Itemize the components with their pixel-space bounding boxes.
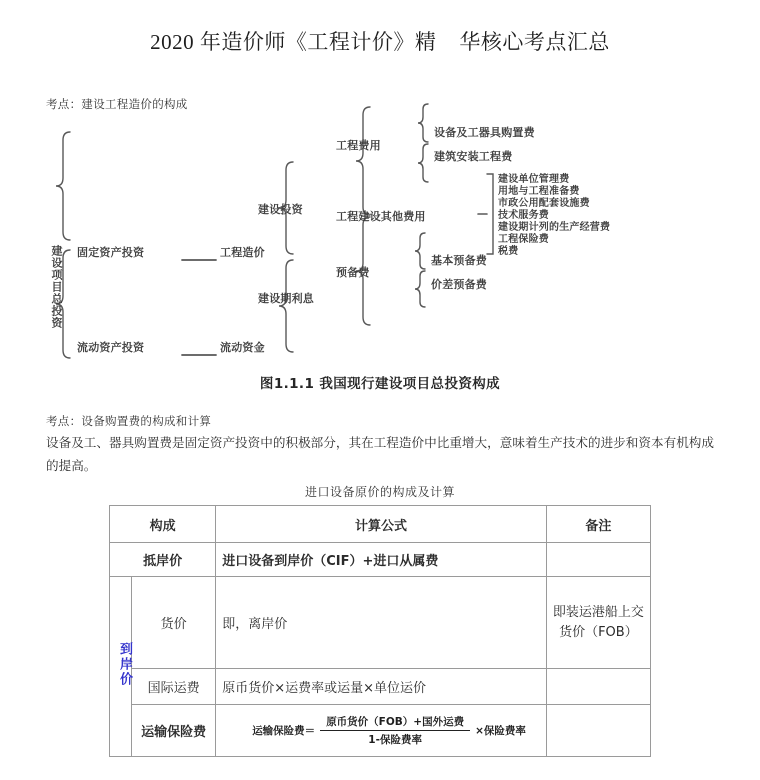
diagram-node-working-capital: 流动资金 (220, 341, 265, 354)
section-label-exam-point-2: 考点：设备购置费的构成和计算 (46, 416, 212, 428)
table-caption: 进口设备原价的构成及计算 (304, 485, 455, 499)
cell-formula-transport-insurance (216, 705, 547, 757)
diagram-leaf-engineering-insurance-fee: 工程保险费 (498, 234, 549, 245)
table-header-component: 构成 (110, 506, 216, 543)
diagram-leaf-production-operation-fee: 建设期计列的生产经营费 (498, 222, 611, 233)
diagram-leaf-equipment-purchase-cost: 设备及工器具购置费 (434, 126, 535, 139)
formula-tail: ×保险费率 (475, 725, 526, 737)
diagram-node-root: 建设项目总投资 (50, 245, 63, 329)
diagram-leaf-price-difference-reserve: 价差预备费 (431, 278, 487, 291)
diagram-node-other-construction-cost: 工程建设其他费用 (336, 210, 426, 223)
cell-component-goods-price: 货价 (132, 577, 216, 669)
formula-lhs: 运输保险费＝ (252, 725, 316, 737)
diagram-leaf-unit-management-fee: 建设单位管理费 (498, 174, 570, 185)
cell-component-transport-insurance: 运输保险费 (132, 705, 216, 757)
diagram-node-reserve-cost: 预备费 (336, 266, 370, 279)
diagram-node-construction-period-interest: 建设期利息 (258, 292, 314, 305)
cell-component-cif-price: 抵岸价 (110, 543, 216, 577)
import-equipment-price-table (109, 505, 651, 757)
body-paragraph: 设备及工、器具购置费是固定资产投资中的积极部分，其在工程造价中比重增大，意味着生产技术的进步和资本有机构成的提高。 (46, 436, 714, 473)
diagram-leaf-technical-service-fee: 技术服务费 (498, 210, 549, 221)
table-row (110, 577, 651, 669)
cell-component-international-freight: 国际运费 (132, 669, 216, 705)
table-header-row (110, 506, 651, 543)
formula-fraction (320, 714, 470, 747)
cell-formula-goods-price: 即，离岸价 (216, 577, 547, 669)
table-header-formula: 计算公式 (216, 506, 547, 543)
diagram-node-engineering-cost: 工程费用 (336, 139, 381, 152)
table-row (110, 543, 651, 577)
cell-note-goods-price: 即装运港船上交货价（FOB） (546, 577, 650, 669)
cell-group-label-landed-price (110, 577, 132, 757)
diagram-leaf-construction-installation-cost: 建筑安装工程费 (434, 150, 513, 163)
table-row (110, 669, 651, 705)
diagram-leaf-basic-reserve: 基本预备费 (431, 254, 487, 267)
page-title: 2020 年造价师《工程计价》精 华核心考点汇总 (150, 30, 610, 54)
diagram-leaf-tax-fee: 税费 (498, 246, 519, 257)
diagram-node-project-cost: 工程造价 (220, 246, 265, 259)
cell-note-transport-insurance (546, 705, 650, 757)
diagram-node-fixed-asset-investment: 固定资产投资 (77, 246, 145, 259)
section-label-exam-point-1: 考点：建设工程造价的构成 (46, 99, 188, 111)
table-row (110, 705, 651, 757)
diagram-leaf-municipal-facility-fee: 市政公用配套设施费 (498, 198, 590, 209)
cell-formula-international-freight: 原币货价×运费率或运量×单位运价 (216, 669, 547, 705)
formula-numerator: 原币货价（FOB）+国外运费 (320, 714, 470, 731)
cell-note-international-freight (546, 669, 650, 705)
diagram-node-current-asset-investment: 流动资产投资 (77, 341, 145, 354)
diagram-node-construction-investment: 建设投资 (258, 203, 303, 216)
cell-formula-cif-price: 进口设备到岸价（CIF）+进口从属费 (216, 543, 547, 577)
investment-structure-diagram (40, 112, 720, 367)
group-label-text: 到岸价 (117, 642, 132, 687)
insurance-formula (222, 714, 540, 747)
table-header-note: 备注 (546, 506, 650, 543)
cell-note-cif-price (546, 543, 650, 577)
diagram-leaf-land-and-preparation-fee: 用地与工程准备费 (498, 186, 580, 197)
formula-denominator: 1-保险费率 (368, 734, 422, 746)
figure-caption: 图1.1.1 我国现行建设项目总投资构成 (259, 376, 501, 392)
